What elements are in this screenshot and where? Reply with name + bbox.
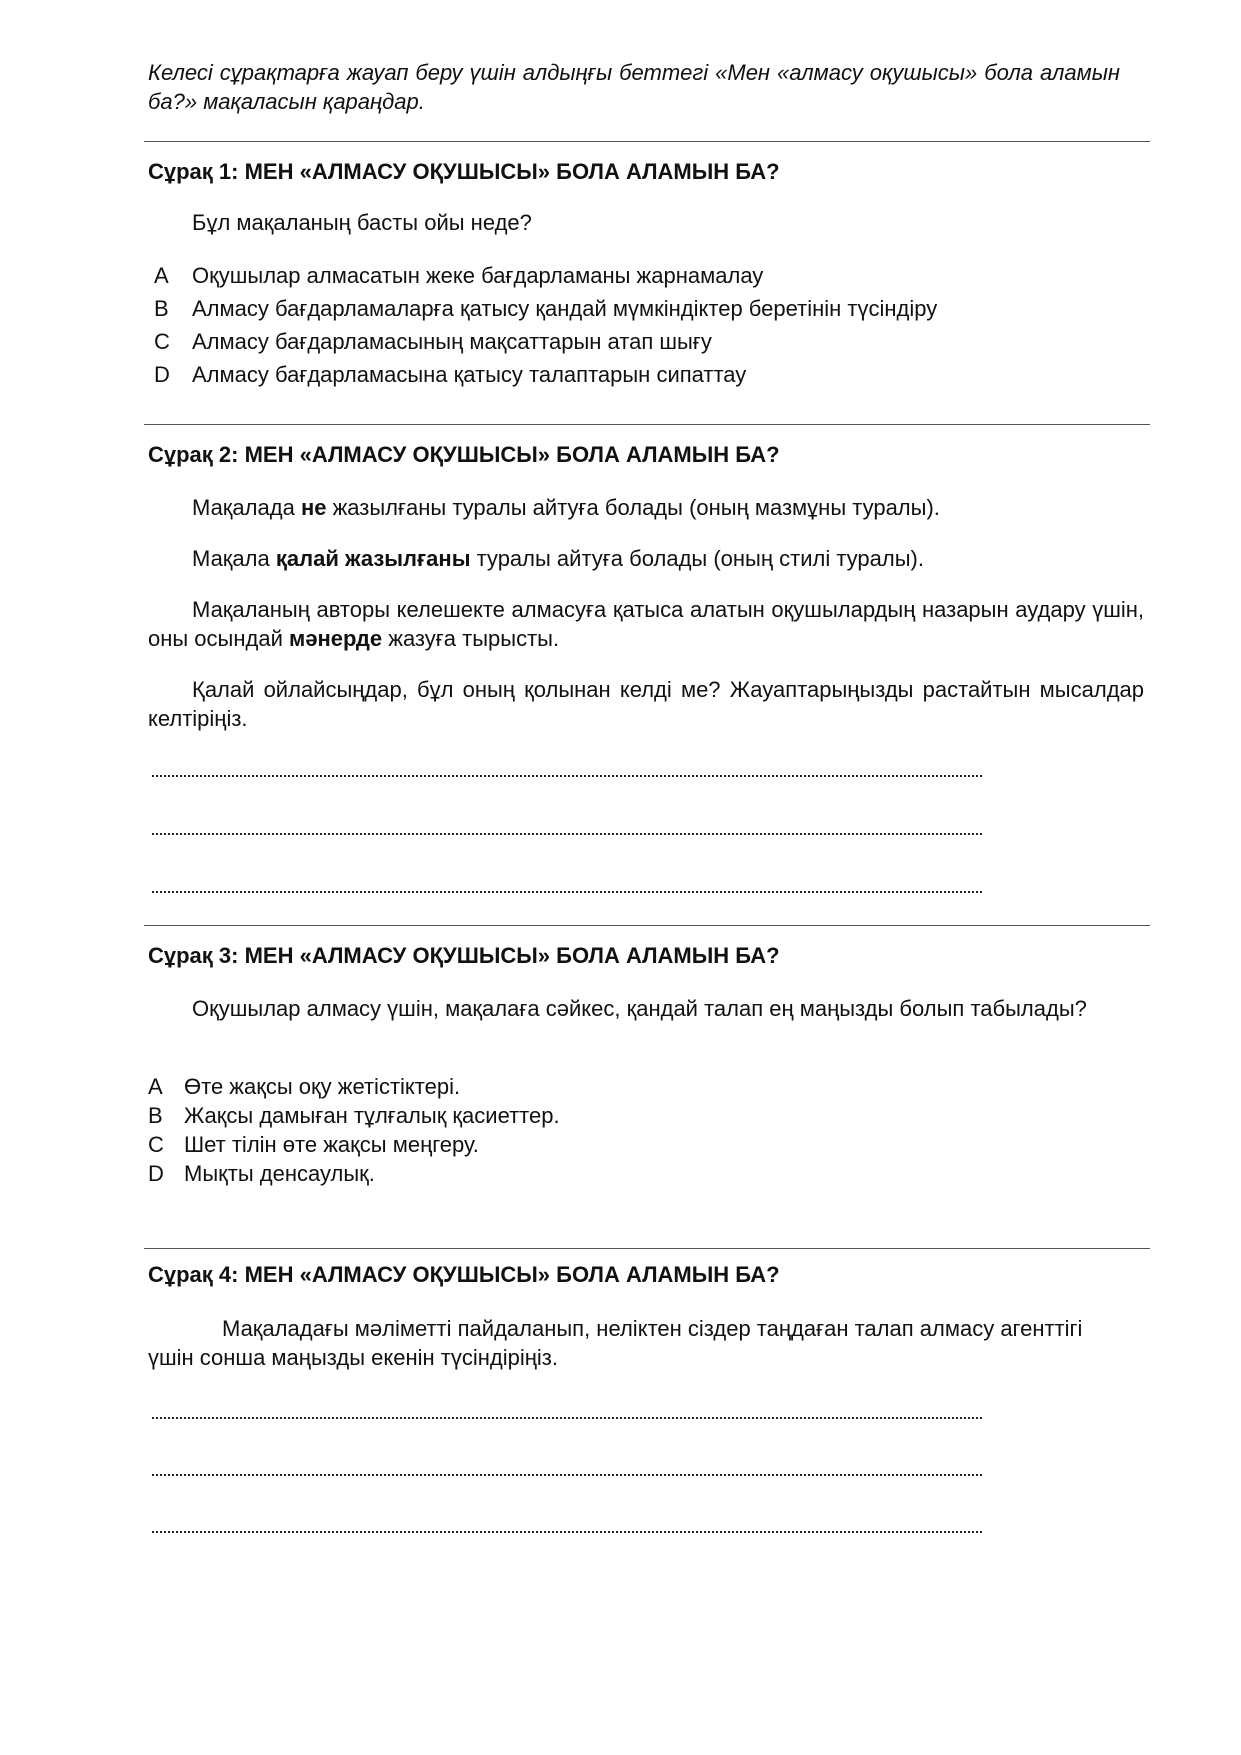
option-letter: A bbox=[148, 1074, 163, 1099]
intro-instruction: Келесі сұрақтарға жауап беру үшін алдыңғы беттегі «Мен «алмасу оқушысы» бола аламын ба?» мақаласын қараңдар. bbox=[148, 60, 1120, 114]
question-2-paragraph-4: Қалай ойлайсыңдар, бұл оның қолынан келді ме? Жауаптарыңызды растайтын мысалдар келтіріңіз. bbox=[148, 677, 1144, 731]
question-3-option-b[interactable] bbox=[148, 1102, 560, 1130]
option-text: Алмасу бағдарламасына қатысу талаптарын сипаттау bbox=[192, 362, 747, 387]
answer-line[interactable] bbox=[152, 891, 982, 893]
option-text: Алмасу бағдарламасының мақсаттарын атап шығу bbox=[192, 329, 712, 354]
answer-line[interactable] bbox=[152, 833, 982, 835]
question-3-option-c[interactable] bbox=[148, 1131, 479, 1159]
answer-line[interactable] bbox=[152, 1531, 982, 1533]
option-letter: C bbox=[154, 329, 170, 354]
question-1-option-d[interactable] bbox=[154, 361, 746, 389]
section-divider bbox=[144, 1248, 1150, 1249]
option-letter: A bbox=[154, 263, 169, 288]
text-run: Мақалада bbox=[192, 495, 301, 520]
question-2-paragraph-2 bbox=[148, 544, 1144, 573]
text-run: туралы айтуға болады (оның стилі туралы). bbox=[470, 546, 924, 571]
text-run: жазуға тырысты. bbox=[382, 626, 560, 651]
option-letter: B bbox=[148, 1103, 163, 1128]
question-3-title: Сұрақ 3: МЕН «АЛМАСУ ОҚУШЫСЫ» БОЛА АЛАМЫН БА? bbox=[148, 943, 780, 968]
option-text: Оқушылар алмасатын жеке бағдарламаны жарнамалау bbox=[192, 263, 764, 288]
question-2-title: Сұрақ 2: МЕН «АЛМАСУ ОҚУШЫСЫ» БОЛА АЛАМЫН БА? bbox=[148, 442, 780, 467]
option-text: Мықты денсаулық. bbox=[184, 1161, 375, 1186]
answer-line[interactable] bbox=[152, 1417, 982, 1419]
option-letter: C bbox=[148, 1132, 164, 1157]
question-1-prompt: Бұл мақаланың басты ойы неде? bbox=[192, 210, 532, 235]
option-text: Алмасу бағдарламаларға қатысу қандай мүмкіндіктер беретінін түсіндіру bbox=[192, 296, 938, 321]
answer-line[interactable] bbox=[152, 775, 982, 777]
question-1-title: Сұрақ 1: МЕН «АЛМАСУ ОҚУШЫСЫ» БОЛА АЛАМЫН БА? bbox=[148, 159, 780, 184]
question-3-prompt: Оқушылар алмасу үшін, мақалаға сәйкес, қандай талап ең маңызды болып табылады? bbox=[192, 996, 1087, 1021]
question-4-title: Сұрақ 4: МЕН «АЛМАСУ ОҚУШЫСЫ» БОЛА АЛАМЫН БА? bbox=[148, 1262, 780, 1287]
text-run: Мақаланың авторы келешекте алмасуға қатыса алатын оқушылардың назарын аудару үшін, оны осындай bbox=[148, 597, 1144, 651]
option-text: Шет тілін өте жақсы меңгеру. bbox=[184, 1132, 479, 1157]
question-1-option-c[interactable] bbox=[154, 328, 712, 356]
option-letter: D bbox=[148, 1161, 164, 1186]
question-1-option-a[interactable] bbox=[154, 262, 763, 290]
section-divider bbox=[144, 424, 1150, 425]
question-3-option-d[interactable] bbox=[148, 1160, 375, 1188]
emphasis-text: қалай жазылғаны bbox=[275, 546, 471, 571]
question-1-option-b[interactable] bbox=[154, 295, 937, 323]
answer-line[interactable] bbox=[152, 1474, 982, 1476]
emphasis-text: не bbox=[300, 495, 327, 520]
text-run: Мақала bbox=[192, 546, 276, 571]
question-3-option-a[interactable] bbox=[148, 1073, 460, 1101]
option-text: Өте жақсы оқу жетістіктері. bbox=[184, 1074, 461, 1099]
option-letter: B bbox=[154, 296, 169, 321]
option-text: Жақсы дамыған тұлғалық қасиеттер. bbox=[184, 1103, 560, 1128]
emphasis-text: мәнерде bbox=[288, 626, 383, 651]
section-divider bbox=[144, 925, 1150, 926]
section-divider bbox=[144, 141, 1150, 142]
option-letter: D bbox=[154, 362, 170, 387]
text-run: жазылғаны туралы айтуға болады (оның мазмұны туралы). bbox=[326, 495, 940, 520]
question-4-prompt: Мақаладағы мәліметті пайдаланып, неліктен сіздер таңдаған талап алмасу агенттігі үшін сонша маңызды екенін түсіндіріңіз. bbox=[148, 1316, 1083, 1370]
question-2-paragraph-1 bbox=[148, 493, 1144, 522]
question-2-paragraph-3 bbox=[148, 595, 1144, 653]
